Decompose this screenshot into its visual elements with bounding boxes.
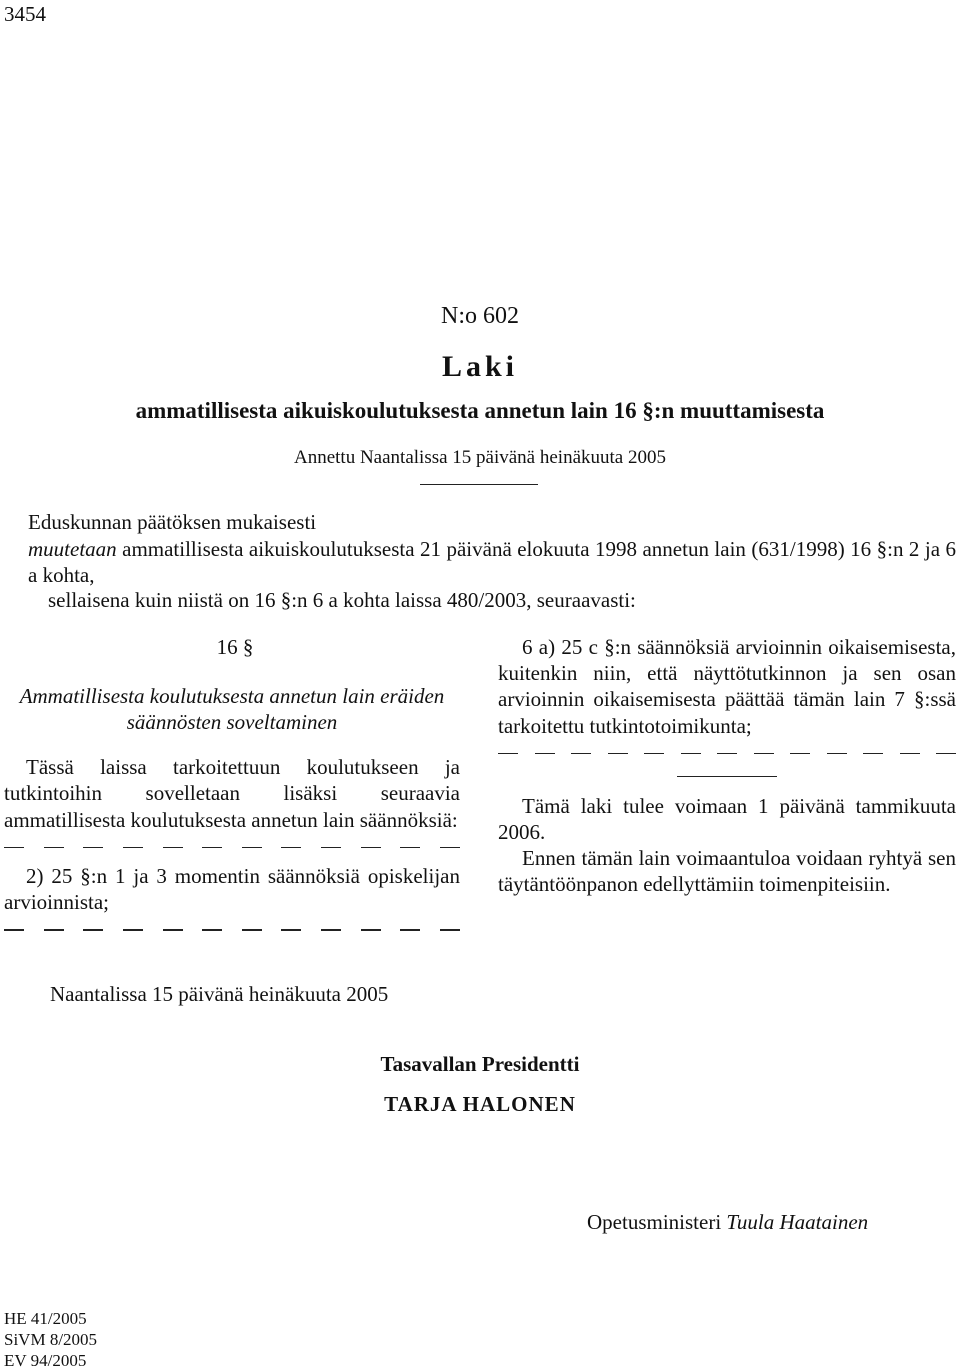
minister-title: Opetusministeri (587, 1210, 722, 1234)
minister-name: Tuula Haatainen (726, 1210, 869, 1234)
intro-scope: sellaisena kuin niistä on 16 §:n 6 a kohta laissa 480/2003, seuraavasti: (48, 588, 636, 612)
statute-number: N:o 602 (441, 303, 519, 329)
reference-he: HE 41/2005 (4, 1309, 87, 1328)
header-divider (420, 484, 538, 485)
section-number: 16 § (216, 635, 254, 659)
intro-preamble: Eduskunnan päätöksen mukaisesti (28, 510, 317, 534)
section-item-2: 2) 25 §:n 1 ja 3 momentin säännöksiä opiskelijan arvioinnista; (4, 863, 460, 915)
signature-place-date: Naantalissa 15 päivänä heinäkuuta 2005 (50, 982, 389, 1006)
reference-sivm: SiVM 8/2005 (4, 1330, 98, 1349)
signatory-title: Tasavallan Presidentti (380, 1052, 580, 1076)
page-number: 3454 (4, 2, 46, 26)
omission-dashes (4, 847, 460, 849)
given-date: Annettu Naantalissa 15 päivänä heinäkuuta 2005 (294, 447, 666, 468)
entry-into-force: Tämä laki tulee voimaan 1 päivänä tammikuuta 2006. (498, 793, 956, 845)
intro-amendment-text: ammatillisesta aikuiskoulutuksesta 21 päivänä elokuuta 1998 annetun lain (631/1998) 16 §:n 2 ja 6 a kohta, (28, 537, 956, 587)
intro-amendment (28, 536, 956, 588)
section-end-rule (677, 776, 777, 777)
document-type: Laki (441, 350, 519, 383)
section-paragraph: Tässä laissa tarkoitettuun koulutukseen ja tutkintoihin sovelletaan lisäksi seuraavia ammatillisesta koulutuksesta annetun lain säännöksiä: (4, 755, 460, 832)
minister-signature (587, 1210, 868, 1235)
omission-dashes (498, 753, 956, 755)
section-item-6a: 6 a) 25 c §:n säännöksiä arvioinnin oikaisemisesta, kuitenkin niin, että näyttötutkinnon ja sen osan arvioinnin oikaisemisesta päättää tämän lain 7 §:ssä tarkoitettu tutkintotoimikunta; (498, 635, 956, 738)
intro-verb: muutetaan (28, 537, 117, 561)
implementation-note: Ennen tämän lain voimaantuloa voidaan ryhtyä sen täytäntöönpanon edellyttämiin toimenpiteisiin. (498, 846, 956, 897)
omission-dashes (4, 929, 460, 931)
reference-ev: EV 94/2005 (4, 1351, 87, 1370)
signatory-name: TARJA HALONEN (384, 1092, 576, 1116)
law-title: ammatillisesta aikuiskoulutuksesta annetun lain 16 §:n muuttamisesta (135, 398, 825, 423)
left-column (4, 634, 460, 931)
right-column (498, 634, 956, 898)
section-heading: Ammatillisesta koulutuksesta annetun lain eräiden säännösten soveltaminen (19, 684, 445, 735)
